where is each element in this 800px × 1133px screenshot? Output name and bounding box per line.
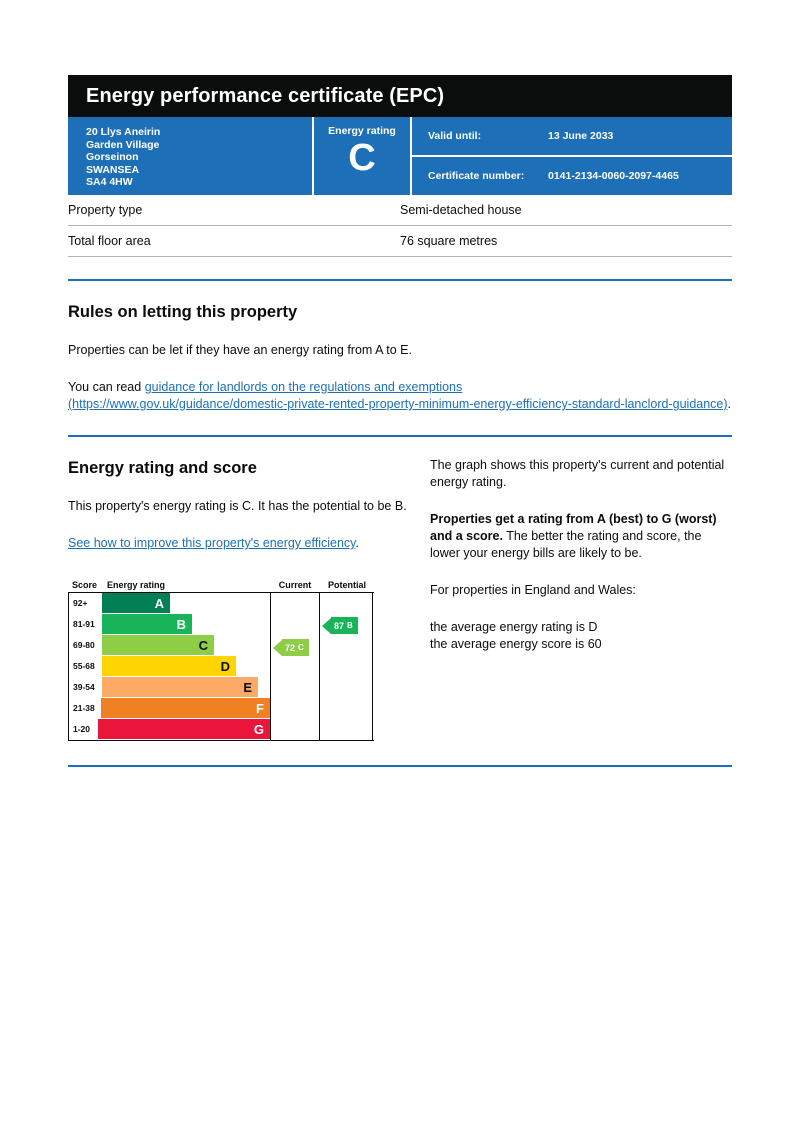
energy-rating-label: Energy rating: [328, 125, 396, 137]
graph-potential-column: [320, 593, 373, 740]
valid-until-value: 13 June 2033: [548, 130, 614, 142]
valid-until-row: [412, 117, 732, 157]
epc-band-row: [69, 719, 270, 740]
letting-para2-prefix: You can read: [68, 380, 145, 394]
letting-para2-suffix: .: [727, 397, 732, 411]
rating-right-column: [430, 437, 732, 741]
epc-band-score: 21-38: [73, 703, 95, 713]
epc-band-score: 81-91: [73, 619, 95, 629]
graph-header-row: [68, 580, 374, 593]
certificate-number-row: [412, 157, 732, 195]
improve-efficiency-link[interactable]: See how to improve this property's energy efficiency: [68, 536, 356, 550]
valid-until-label: Valid until:: [428, 130, 482, 142]
epc-band-score: 1-20: [73, 724, 91, 734]
certificate-number-label: Certificate number:: [428, 170, 525, 182]
rating-scale-rest: The better the rating and score, the lower your energy bills are likely to be.: [430, 529, 702, 560]
epc-band-row: [69, 656, 270, 677]
total-floor-area-label: Total floor area: [68, 234, 151, 248]
rating-left-column: [68, 437, 430, 741]
potential-letter: B: [347, 621, 353, 630]
footer-divider: [68, 765, 732, 767]
detail-row: [68, 226, 732, 257]
graph-current-column: [270, 593, 320, 740]
average-stats: [430, 619, 732, 653]
summary-panel: [68, 117, 732, 195]
epc-band-row: [69, 677, 270, 698]
rating-scale-paragraph: [430, 511, 732, 562]
address-line-1: 20 Llys Aneirin: [86, 126, 161, 138]
epc-band-score: 55-68: [73, 661, 95, 671]
current-score: 72: [285, 642, 296, 653]
average-score-line: the average energy score is 60: [430, 637, 602, 651]
section-divider: [68, 279, 732, 281]
current-letter: C: [298, 643, 304, 652]
energy-rating-badge: [314, 117, 412, 195]
address-line-5: SA4 4HW: [86, 176, 133, 189]
epc-band-d: D: [102, 656, 236, 676]
rating-summary-paragraph: This property's energy rating is C. It has the potential to be B.: [68, 499, 407, 513]
graph-col-current: Current: [278, 580, 312, 590]
improve-link-suffix: .: [355, 536, 359, 550]
property-type-label: Property type: [68, 203, 143, 217]
letting-paragraph-2: [68, 379, 732, 413]
epc-band-f: F: [101, 698, 270, 718]
property-type-value: Semi-detached house: [400, 203, 522, 217]
letting-paragraph-1: Properties can be let if they have an energy rating from A to E.: [68, 343, 412, 357]
potential-score: 87: [334, 620, 345, 631]
epc-band-a: A: [102, 593, 170, 613]
letting-heading: Rules on letting this property: [68, 303, 298, 321]
epc-band-row: [69, 698, 270, 719]
property-address: [68, 117, 314, 195]
epc-band-row: [69, 635, 270, 656]
epc-band-score: 39-54: [73, 682, 95, 692]
graph-body: [68, 593, 374, 740]
landlord-guidance-link[interactable]: guidance for landlords on the regulations and exemptions: [144, 380, 463, 394]
epc-band-row: [69, 593, 270, 614]
graph-bands: [68, 593, 270, 740]
current-rating-arrow: [273, 639, 317, 656]
certificate-meta: [412, 117, 732, 195]
epc-band-score: 92+: [73, 598, 88, 608]
epc-band-b: B: [102, 614, 192, 634]
england-wales-intro: For properties in England and Wales:: [430, 583, 636, 597]
certificate-number-value: 0141-2134-0060-2097-4465: [548, 170, 679, 182]
landlord-guidance-url[interactable]: (https://www.gov.uk/guidance/domestic-private-rented-property-minimum-energy-efficiency-standard-lanclord-guidance): [68, 397, 728, 411]
epc-rating-graph: [68, 580, 374, 741]
rating-heading: Energy rating and score: [68, 459, 257, 477]
energy-rating-letter: C: [348, 137, 376, 179]
epc-band-e: E: [102, 677, 258, 697]
potential-rating-arrow: [322, 617, 370, 634]
total-floor-area-value: 76 square metres: [400, 234, 498, 248]
graph-col-potential: Potential: [327, 580, 366, 590]
graph-col-score: Score: [72, 580, 98, 590]
address-line-4: SWANSEA: [86, 163, 140, 176]
graph-baseline: [68, 740, 374, 741]
average-rating-line: the average energy rating is D: [430, 620, 598, 634]
epc-band-g: G: [98, 719, 270, 739]
document-header: [68, 75, 732, 117]
page-title: Energy performance certificate (EPC): [86, 84, 445, 107]
improve-link-paragraph: [68, 535, 410, 552]
graph-explanation-paragraph: The graph shows this property's current and potential energy rating.: [430, 458, 725, 489]
address-line-2: Garden Village: [86, 138, 160, 151]
rating-section: [68, 437, 732, 741]
graph-col-energy-rating: Energy rating: [107, 580, 166, 590]
certificate-sheet: [68, 75, 732, 767]
epc-band-score: 69-80: [73, 640, 95, 650]
rating-scale-strong: Properties get a rating from A (best) to G (worst) and a score.: [430, 512, 717, 543]
address-line-3: Gorseinon: [86, 151, 139, 164]
epc-band-c: C: [102, 635, 214, 655]
epc-band-row: [69, 614, 270, 635]
detail-row: [68, 195, 732, 226]
